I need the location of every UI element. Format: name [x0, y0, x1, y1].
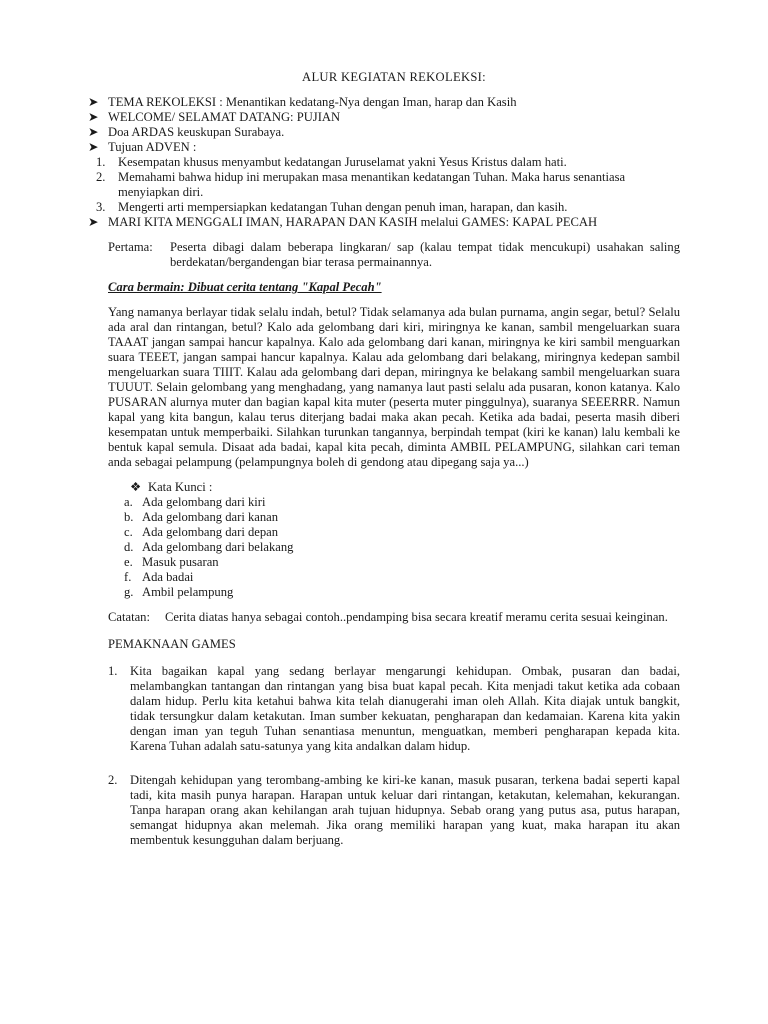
list-item: 3. Mengerti arti mempersiapkan kedatangan Tuhan dengan penuh iman, harapan, dan kasih.	[96, 200, 568, 214]
tujuan-text: Tujuan ADVEN :	[108, 140, 197, 154]
pertama-block	[108, 240, 680, 270]
list-item: b. Ada gelombang dari kanan	[124, 510, 279, 524]
pertama-label: Pertama:	[108, 240, 153, 254]
welcome-text: WELCOME/ SELAMAT DATANG: PUJIAN	[108, 110, 341, 124]
arrow-bullet-icon: ➤	[88, 125, 99, 139]
list-item: c. Ada gelombang dari depan	[124, 525, 279, 539]
arrow-bullet-icon: ➤	[88, 110, 99, 124]
games-heading: MARI KITA MENGGALI IMAN, HARAPAN DAN KASIH melalui GAMES: KAPAL PECAH	[108, 215, 598, 229]
arrow-bullet-icon: ➤	[88, 95, 99, 109]
cara-bermain-heading: Cara bermain: Dibuat cerita tentang "Kapal Pecah"	[108, 280, 382, 294]
arrow-bullet-icon: ➤	[88, 140, 99, 154]
bullet-tujuan	[88, 140, 680, 155]
diamond-bullet-icon: ❖	[130, 480, 142, 494]
bullet-doa	[88, 125, 680, 140]
doa-text: Doa ARDAS keuskupan Surabaya.	[108, 125, 285, 139]
tujuan-list	[96, 155, 680, 215]
story-paragraph: Yang namanya berlayar tidak selalu indah, betul? Tidak selamanya ada bulan purnama, angin segar, betul? Selalu ada aral dan rintangan, betul? Kalo ada gelombang dari kiri, miringnya ke kanan, sambil mengeluarkan suara TAAAT jangan sampai hancur kapalnya. Kalo ada gelombang dari kanan, miringnya ke kiri sambil menguarkan suara TEEET, jangan sampai hancur kapalnya. Kalau ada gelombang dari belakang, miringnya kedepan sambil mengeluarkan suara TIIIT. Kalau ada gelombang dari depan, miringnya ke belakang sambil mengeluarkan suara TUUUT. Selain gelombang yang menghadang, yang namanya laut pasti selalu ada pusaran, konon katanya. Kalo PUSARAN alurnya muter dan bagian kapal kita muter (peserta muter pinggulnya), suaranya SEEERRR. Namun kapal yang kita bangun, kalau terus diterjang badai maka akan pecah. Ketika ada badai, peserta masih diberi kesempatan untuk memperbaiki. Silahkan turunkan tangannya, berpindah tempat (kiri ke kanan) lalu kembali ke bentuk kapal semula. Disaat ada badai, kapal kita pecah, diminta AMBIL PELAMPUNG, silahkan cari teman anda sebagai pelampung (pelampungnya boleh di gendong atau dipegang saja ya...)	[108, 305, 680, 469]
pertama-text: Peserta dibagi dalam beberapa lingkaran/ sap (kalau tempat tidak mencukupi) usahakan saling berdekatan/bergandengan biar terasa permainannya.	[170, 240, 680, 269]
tema-text: TEMA REKOLEKSI : Menantikan kedatang-Nya dengan Iman, harap dan Kasih	[108, 95, 517, 109]
list-item: a. Ada gelombang dari kiri	[124, 495, 266, 509]
bullet-welcome	[88, 110, 680, 125]
arrow-bullet-icon: ➤	[88, 215, 99, 229]
kata-kunci-heading: ❖ Kata Kunci :	[130, 480, 213, 494]
kata-kunci-list	[108, 495, 680, 600]
list-item: f. Ada badai	[124, 570, 194, 584]
catatan-block	[108, 610, 680, 625]
pemaknaan-item: 1. Kita bagaikan kapal yang sedang berlayar mengarungi kehidupan. Ombak, pusaran dan badai, melambangkan tantangan dan rintangan yang bisa buat kapal pecah. Kita menjadi takut ketika ada cobaan dalam hidup. Perlu kita ketahui bahwa kita telah dianugerahi iman oleh Allah. Kita diajak untuk bangkit, tidak tersungkur dalam ketakutan. Iman sumber kekuatan, pengharapan dan kedamaian. Karena kita yakin dengan iman yan teguh Tuhan senantiasa menuntun, menguatkan, memberi pengharapan kepada kita. Karena Tuhan adalah satu-satunya yang kita andalkan dalam hidup.	[108, 664, 680, 753]
list-item: e. Masuk pusaran	[124, 555, 219, 569]
bullet-tema	[88, 95, 680, 110]
list-item: 1. Kesempatan khusus menyambut kedatangan Juruselamat yakni Yesus Kristus dalam hati.	[96, 155, 567, 169]
pemaknaan-heading: PEMAKNAAN GAMES	[108, 637, 236, 651]
bullet-games	[88, 215, 680, 230]
list-item: 2. Memahami bahwa hidup ini merupakan masa menantikan kedatangan Tuhan. Maka harus senantiasa menyiapkan diri.	[96, 170, 626, 199]
list-item: g. Ambil pelampung	[124, 585, 234, 599]
page-title: ALUR KEGIATAN REKOLEKSI:	[302, 70, 486, 84]
list-item: d. Ada gelombang dari belakang	[124, 540, 294, 554]
catatan-text: Cerita diatas hanya sebagai contoh..pendamping bisa secara kreatif meramu cerita sesuai keinginan.	[165, 610, 668, 624]
catatan-label: Catatan:	[108, 610, 150, 624]
pemaknaan-item: 2. Ditengah kehidupan yang terombang-ambing ke kiri-ke kanan, masuk pusaran, terkena badai seperti kapal tadi, kita masih punya harapan. Harapan untuk keluar dari rintangan, ketakutan, kelemahan, kekurangan. Tanpa harapan orang akan kehilangan arah tujuan hidupnya. Sebab orang yang putus asa, putus harapan, semangat hidupnya akan melemah. Jika orang memiliki harapan yang kuat, maka harapan itu akan membentuk kesungguhan dalam berjuang.	[108, 773, 680, 847]
